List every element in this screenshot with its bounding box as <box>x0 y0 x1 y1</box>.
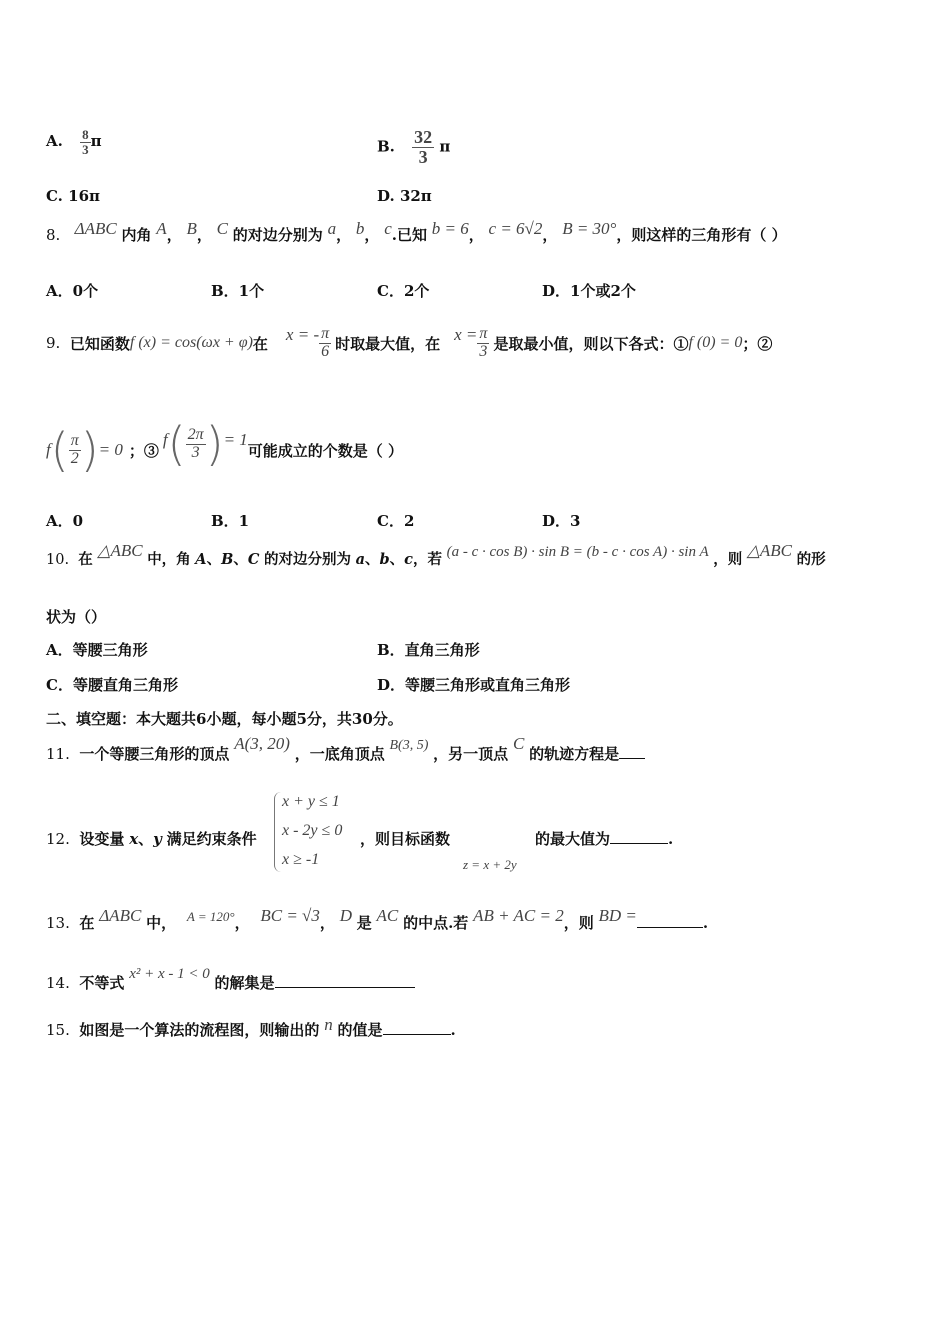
q7-b-fraction: $\frac{32}{3}$ <box>414 127 433 167</box>
q9-option-a: A．0 <box>46 512 84 530</box>
q12-text: ，则目标函数 <box>360 830 451 848</box>
objective-function: z = x + 2y <box>463 857 517 872</box>
question-11: 11. 一个等腰三角形的顶点 A(3, 20) ，一底角顶点 B(3, 5) ，另一顶点 C 的轨迹方程是 <box>46 743 645 764</box>
right-paren-icon: ) <box>80 423 99 477</box>
question-13: 13. 在 ΔABC 中， A = 120°， BC = √3， D 是 AC 的中点.若 AB + AC = 2，则 BD = . <box>46 906 709 932</box>
question-9: 9. 已知函数 f (x) = cos(ωx + φ) 在 x = - $\frac{\pi}{6}$ 时取最大值，在 x = $\frac{\pi}{3}$ 是取最小值，则以下各式：① f (0) = 0 ；② <box>46 324 773 360</box>
q9-option-b: B．1 <box>211 512 250 530</box>
q8-option-c: C．2个 <box>377 282 430 300</box>
q9-x2-fraction: $\frac{\pi}{3}$ <box>479 324 488 360</box>
q9-option-c: C．2 <box>377 512 415 530</box>
left-paren-icon: ( <box>50 423 69 477</box>
q7-option-a: A. $\frac{8}{3}$ π <box>46 127 102 157</box>
section-heading: 二、填空题：本大题共6小题，每小题5分，共30分。 <box>46 710 403 728</box>
question-10-continued: 状为（） <box>46 608 107 626</box>
q8-option-a: A．0个 <box>46 282 99 300</box>
question-14: 14. 不等式 x² + x - 1 < 0 的解集是 <box>46 972 415 993</box>
q10-option-b: B．直角三角形 <box>377 641 480 659</box>
q9-x1-fraction: $\frac{\pi}{6}$ <box>321 324 330 360</box>
right-paren-icon: ) <box>205 417 224 471</box>
q9-e2-fraction: $\frac{\pi}{2}$ <box>70 431 79 467</box>
question-9-continued: f ( $\frac{\pi}{2}$ ) = 0 ；③ f ( $\frac{2\pi}{3}$ ) = 1 可能成立的个数是（ ） <box>46 417 404 477</box>
q9-e3-fraction: $\frac{2\pi}{3}$ <box>187 425 204 461</box>
q8-option-d: D．1个或2个 <box>542 282 636 300</box>
answer-blank <box>383 1034 451 1035</box>
q10-option-a: A．等腰三角形 <box>46 641 148 659</box>
q9-option-d: D．3 <box>542 512 581 530</box>
question-12: 12. 设变量 x、y 满足约束条件 <box>46 830 257 848</box>
left-paren-icon: ( <box>167 417 186 471</box>
q10-option-c: C．等腰直角三角形 <box>46 676 178 694</box>
question-10: 10. 在 △ABC 中，角 A、B、C 的对边分别为 a、b、c，若 (a - c · cos B) · sin B = (b - c · cos A) · sin A ，则 △ABC 的形 <box>46 541 826 568</box>
answer-blank <box>637 927 703 928</box>
q7-a-fraction: $\frac{8}{3}$ <box>82 127 89 157</box>
constraint-1: x + y ≤ 1 <box>282 793 340 810</box>
q7-option-d: D. 32π <box>377 187 432 205</box>
constraint-2: x - 2y ≤ 0 <box>282 822 343 839</box>
answer-blank <box>619 758 645 759</box>
q8-option-b: B．1个 <box>211 282 265 300</box>
question-15: 15. 如图是一个算法的流程图，则输出的 n 的值是 . <box>46 1015 456 1039</box>
answer-blank <box>610 843 668 844</box>
constraint-3: x ≥ -1 <box>282 851 320 868</box>
answer-blank <box>275 987 415 988</box>
question-8: 8. ΔABC 内角 A， B， C 的对边分别为 a， b， c.已知 b = 6， c = 6√2， B = 30°，则这样的三角形有（ ） <box>46 219 787 244</box>
q10-option-d: D．等腰三角形或直角三角形 <box>377 676 571 694</box>
q12-tail: 的最大值为 . <box>535 830 674 848</box>
left-brace-icon <box>274 792 281 872</box>
q7-option-b: B. $\frac{32}{3}$ π <box>377 127 451 167</box>
q7-option-c: C. 16π <box>46 187 100 205</box>
